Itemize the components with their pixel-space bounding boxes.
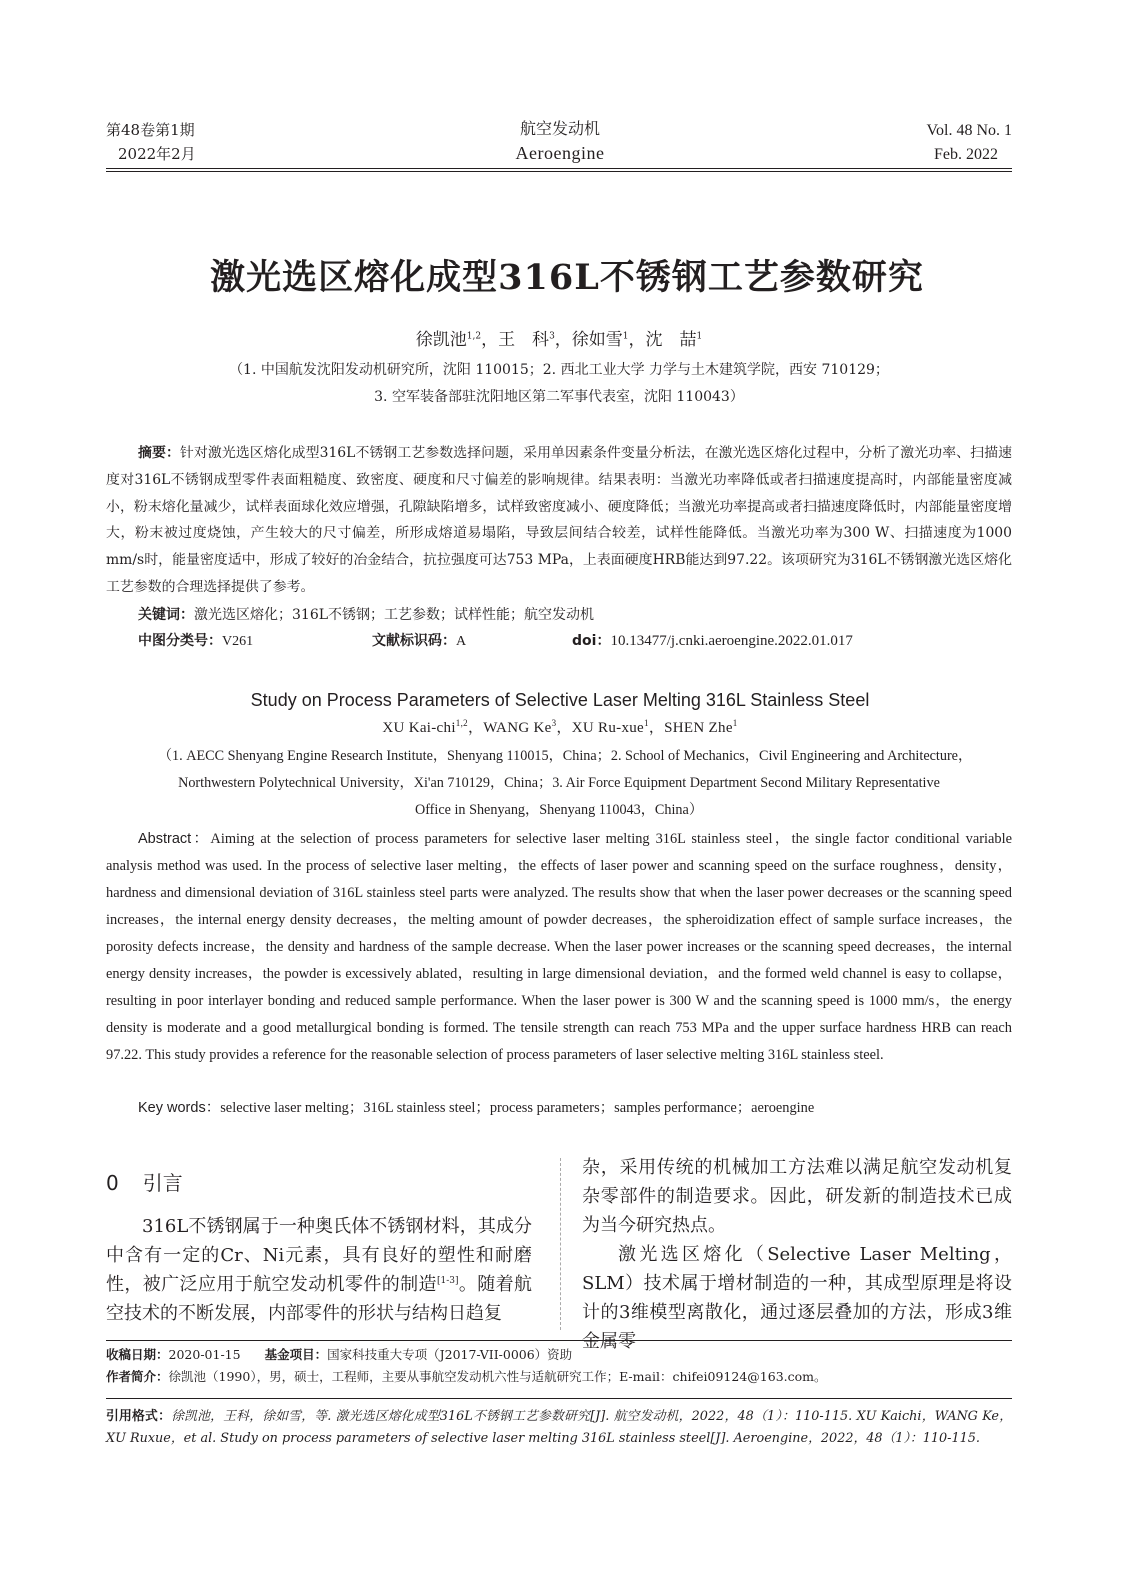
- author-name: 王 科: [498, 330, 550, 350]
- abstract-en: [106, 826, 1012, 1069]
- journal-name-en: Aeroengine: [515, 143, 605, 163]
- citation-label: 引用格式：: [106, 1409, 172, 1424]
- header-rule-thin: [106, 171, 1012, 172]
- affiliation-en-line1: （1. AECC Shenyang Engine Research Institute，Shenyang 110015，China；2. School of Mechanics，Civil Engineering and Architecture，: [157, 748, 973, 764]
- document-code: [372, 628, 466, 655]
- body-paragraph: [106, 1212, 532, 1328]
- citation-text: 徐凯池，王科，徐如雪，等. 激光选区熔化成型316L不锈钢工艺参数研究[J]. 航空发动机，2022，48（1）：110-115. XU Kaichi，WANG Ke，XU Ruxue，et al. Study on process parameters of selective laser melting 316L stainless steel[J]. Aeroengine，2022，48（1）：110-115.: [106, 1409, 1013, 1446]
- author-name: 沈 喆: [645, 330, 697, 350]
- doc-code-label: 文献标识码：: [372, 633, 456, 649]
- clc-value: V261: [222, 634, 254, 649]
- body-left-column: [106, 1212, 532, 1328]
- fund-label: 基金项目：: [264, 1347, 328, 1362]
- footnote-received-fund: [106, 1344, 1012, 1366]
- author-name-en: SHEN Zhe: [664, 720, 733, 736]
- received-label: 收稿日期：: [106, 1347, 169, 1362]
- footnote-author-bio: [106, 1366, 1012, 1388]
- body-right-column: [582, 1153, 1012, 1356]
- body-text: 316L不锈钢属于一种奥氏体不锈钢材料，其成分中含有一定的Cr、Ni元素，具有良好的塑性和耐磨性，被广泛应用于航空发动机零件的制造: [106, 1216, 532, 1295]
- citation-format: [106, 1406, 1012, 1450]
- doc-code-value: A: [456, 634, 467, 649]
- received-date: 2020-01-15: [168, 1347, 241, 1362]
- header-rule: [106, 168, 1012, 169]
- authors-en: XU Kai-chi$^{1,2}$，WANG Ke$^3$，XU Ru-xue$^1$，SHEN Zhe$^1$: [382, 718, 738, 736]
- abstract-cn: [106, 440, 1012, 601]
- clc-number: [138, 628, 253, 655]
- clc-label: 中图分类号：: [138, 633, 222, 649]
- keywords-cn: [138, 602, 594, 628]
- affiliation-cn-line1: （1. 中国航发沈阳发动机研究所，沈阳 110015；2. 西北工业大学 力学与土木建筑学院，西安 710129；: [229, 362, 889, 378]
- doi-link[interactable]: 10.13477/j.cnki.aeroengine.2022.01.017: [610, 633, 853, 649]
- author-name-en: XU Ru-xue: [571, 720, 645, 736]
- author-affil-sup: 1: [644, 718, 649, 728]
- doi-label: doi：: [572, 633, 611, 649]
- keywords-cn-label: 关键词：: [138, 607, 194, 623]
- author-bio-text: 徐凯池（1990），男，硕士，工程师，主要从事航空发动机六性与适航研究工作；E-mail：chifei09124@163.com。: [168, 1369, 827, 1384]
- author-affil-sup: 1: [732, 718, 738, 728]
- author-bio-label: 作者简介：: [106, 1369, 169, 1384]
- body-paragraph: 激光选区熔化（Selective Laser Melting，SLM）技术属于增材制造的一种，其成型原理是将设计的3维模型离散化，通过逐层叠加的方法，形成3维金属零: [582, 1244, 1012, 1352]
- author-name: 徐凯池: [415, 330, 467, 350]
- journal-volume-en: Vol. 48 No. 1: [926, 122, 1012, 139]
- keywords-en: [138, 1095, 1012, 1122]
- footnote-rule: [106, 1340, 1012, 1341]
- affiliation-cn-line2: 3. 空军装备部驻沈阳地区第二军事代表室，沈阳 110043）: [374, 389, 744, 405]
- author-affil-sup: 3: [549, 331, 555, 342]
- section-title: 引言: [142, 1171, 183, 1195]
- body-text: 。随着航空技术的不断发展，内部零件的形状与结构日趋复: [106, 1274, 533, 1324]
- abstract-cn-label: 摘要：: [138, 445, 180, 461]
- fund-value: 国家科技重大专项（J2017-VII-0006）资助: [327, 1347, 573, 1362]
- keywords-cn-text: 激光选区熔化；316L不锈钢；工艺参数；试样性能；航空发动机: [194, 607, 595, 623]
- paper-title-cn: 激光选区熔化成型316L不锈钢工艺参数研究: [210, 257, 924, 298]
- author-name-en: WANG Ke: [483, 720, 552, 736]
- author-affil-sup: 3: [551, 718, 557, 728]
- author-name: 徐如雪: [571, 330, 623, 350]
- doi: [572, 628, 853, 654]
- author-affil-sup: 1,2: [455, 718, 468, 728]
- abstract-en-label: Abstract：: [138, 831, 211, 847]
- keywords-en-text: selective laser melting；316L stainless steel；process parameters；samples performance；aeroengine: [220, 1100, 815, 1116]
- journal-date-en: Feb. 2022: [934, 146, 998, 163]
- author-affil-sup: 1: [622, 331, 629, 342]
- abstract-cn-text: 针对激光选区熔化成型316L不锈钢工艺参数选择问题，采用单因素条件变量分析法，在激光选区熔化过程中，分析了激光功率、扫描速度对316L不锈钢成型零件表面粗糙度、致密度、硬度和尺寸偏差的影响规律。结果表明：当激光功率降低或者扫描速度提高时，内部能量密度减小，粉末熔化量减少，试样表面球化效应增强，孔隙缺陷增多，试样致密度减小、硬度降低；当激光功率提高或者扫描速度降低时，内部能量密度增大，粉末被过度烧蚀，产生较大的尺寸偏差，所形成熔道易塌陷，导致层间结合较差，试样性能降低。当激光功率为300 W、扫描速度为1000 mm/s时，能量密度适中，形成了较好的冶金结合，抗拉强度可达753 MPa，上表面硬度HRB能达到97.22。该项研究为316L不锈钢激光选区熔化工艺参数的合理选择提供了参考。: [106, 445, 1012, 595]
- affiliation-en-line2: Northwestern Polytechnical University，Xi'an 710129，China；3. Air Force Equipment Department Second Military Representative: [178, 775, 940, 791]
- section-number: 0: [106, 1171, 119, 1195]
- journal-date-cn: 2022年2月: [118, 145, 196, 163]
- citation-ref[interactable]: [1-3]: [436, 1276, 459, 1286]
- keywords-en-label: Key words：: [138, 1100, 221, 1116]
- journal-name-cn: 航空发动机: [519, 119, 600, 138]
- journal-volume-issue: 第48卷第1期: [106, 121, 195, 139]
- author-affil-sup: 1,2: [466, 331, 482, 342]
- author-name-en: XU Kai-chi: [382, 720, 456, 736]
- affiliation-en-line3: Office in Shenyang，Shenyang 110043，China）: [414, 802, 704, 818]
- abstract-en-text: Aiming at the selection of process parameters for selective laser melting 316L stainless steel，the single factor conditional variable analysis method was used. In the process of selective laser melting，the effects of laser power and scanning speed on the surface roughness，density，hardness and dimensional deviation of 316L stainless steel parts were analyzed. The results show that when the laser power decreases or the scanning speed increases，the internal energy density decreases，the melting amount of powder decreases，the spheroidization effect of sample surface increases，the porosity defects increase，the density and hardness of the sample decrease. When the laser power increases or the scanning speed decreases，the internal energy density increases，the powder is excessively ablated，resulting in large dimensional deviation，and the formed weld channel is easy to collapse，resulting in poor interlayer bonding and reduced sample performance. When the laser power is 300 W and the scanning speed is 1000 mm/s，the energy density is moderate and a good metallurgical bonding is formed. The tensile strength can reach 753 MPa and the upper surface hardness HRB can reach 97.22. This study provides a reference for the reasonable selection of process parameters of laser selective melting 316L stainless steel.: [106, 831, 1013, 1063]
- paper-title-en: Study on Process Parameters of Selective Laser Melting 316L Stainless Steel: [250, 690, 870, 710]
- citation-rule: [106, 1398, 1012, 1399]
- section-heading-introduction: [106, 1167, 183, 1196]
- author-affil-sup: 1: [696, 331, 703, 342]
- column-divider: [560, 1158, 561, 1330]
- body-paragraph: 杂，采用传统的机械加工方法难以满足航空发动机复杂零部件的制造要求。因此，研发新的制造技术已成为当今研究热点。: [582, 1157, 1012, 1236]
- authors-cn: 徐凯池$^{1,2}$，王 科$^3$，徐如雪$^1$，沈 喆$^1$: [415, 330, 703, 350]
